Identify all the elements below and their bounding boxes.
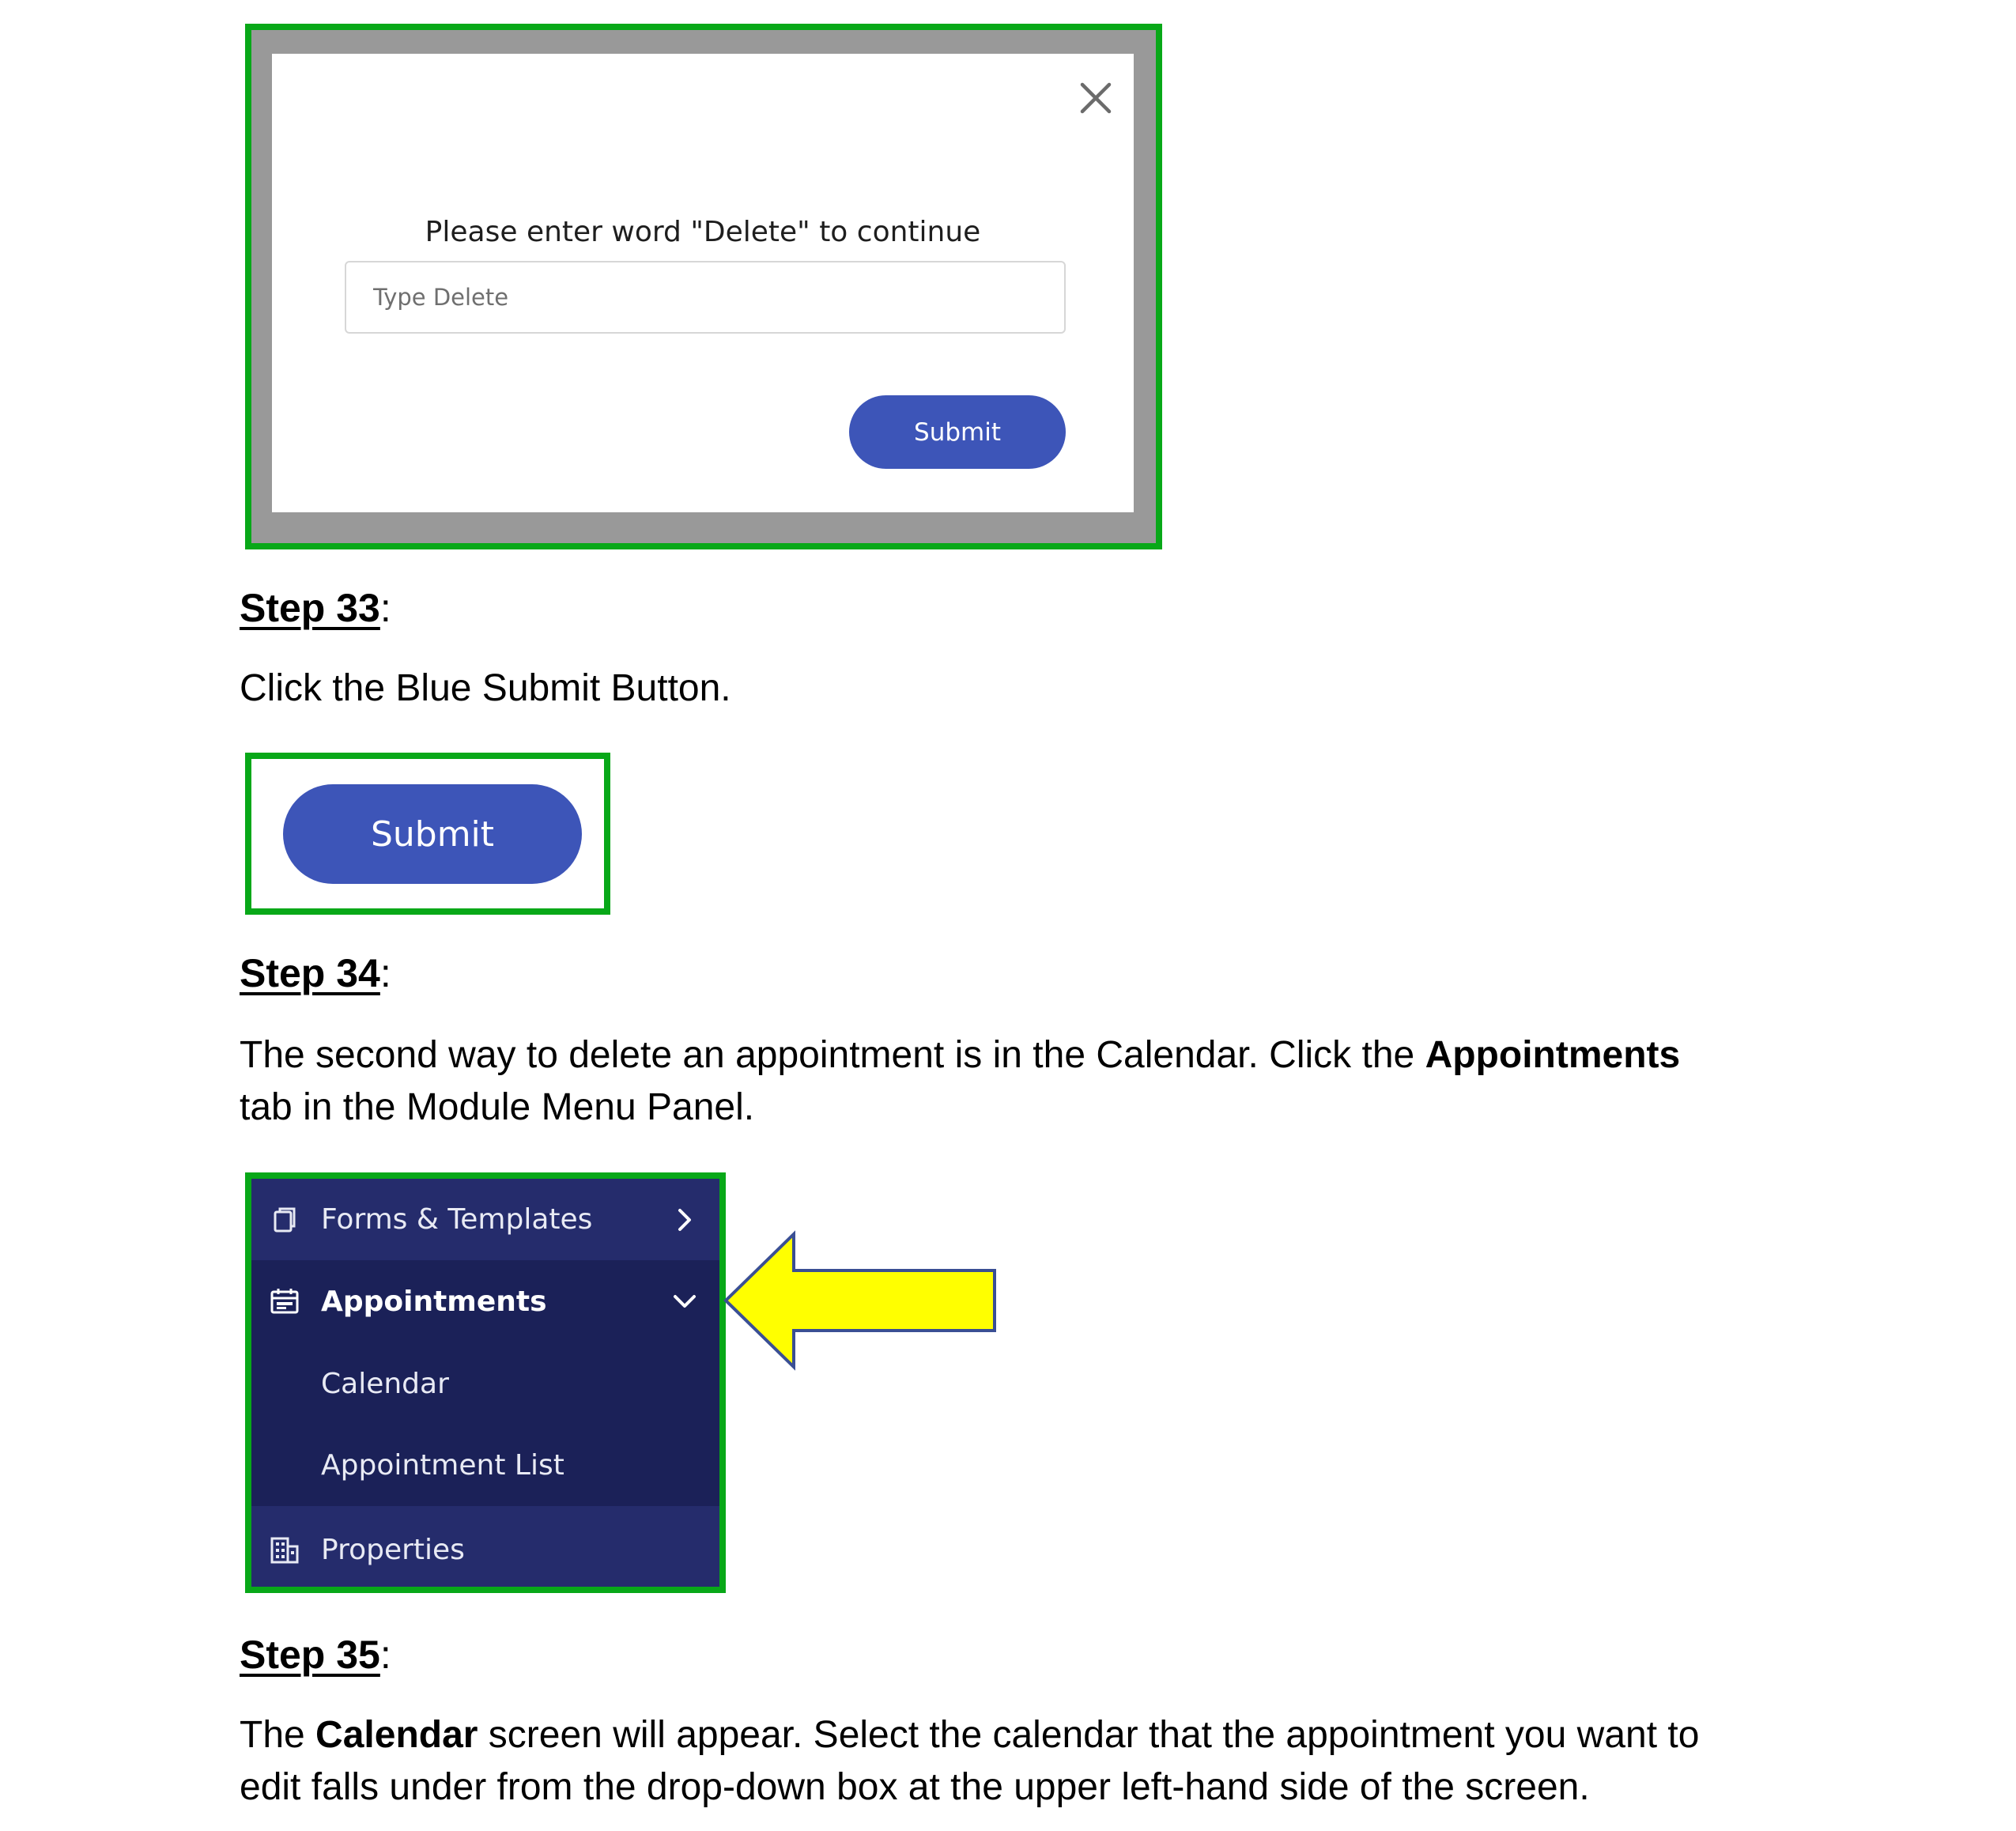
submit-button-figure (245, 753, 610, 915)
chevron-down-icon (669, 1285, 700, 1317)
step-35-text-bold: Calendar (315, 1714, 478, 1756)
step-35-text-end: screen will appear. Select the calendar that the appointment you want to (478, 1714, 1700, 1756)
step-33-text: Click the Blue Submit Button. (240, 667, 731, 709)
menu-item-label: Appointment List (321, 1449, 564, 1482)
step-34-text-bold: Appointments (1425, 1034, 1681, 1076)
step-34-heading (240, 950, 391, 996)
step-35-text (240, 1709, 1821, 1814)
dialog-screenshot-figure (245, 24, 1162, 549)
dialog-submit-button[interactable]: Submit (849, 395, 1066, 469)
menu-item-label: Appointments (321, 1285, 547, 1318)
step-34-label: Step 34 (240, 951, 380, 995)
building-icon (269, 1534, 300, 1565)
step-34-colon: : (379, 951, 391, 995)
step-35-label: Step 35 (240, 1633, 380, 1677)
menu-item-label: Forms & Templates (321, 1203, 593, 1236)
delete-confirm-dialog (272, 54, 1134, 512)
step-35-colon: : (379, 1633, 391, 1677)
menu-subitem-appointment-list[interactable] (251, 1425, 719, 1506)
yellow-arrow-icon (721, 1229, 999, 1372)
menu-item-label: Calendar (321, 1367, 449, 1400)
step-34-text-line2: tab in the Module Menu Panel. (240, 1086, 755, 1128)
dialog-message: Please enter word "Delete" to continue (425, 216, 981, 248)
step-33-label: Step 33 (240, 586, 380, 630)
step-33-heading (240, 585, 391, 631)
step-35-text-line2: edit falls under from the drop-down box at the upper left-hand side of the screen. (240, 1766, 1590, 1808)
step-34-text-start: The second way to delete an appointment is in the Calendar. Click the (240, 1034, 1425, 1076)
menu-item-label: Properties (321, 1533, 465, 1566)
menu-subitem-calendar[interactable] (251, 1342, 719, 1425)
calendar-icon (269, 1285, 300, 1317)
module-menu-figure (245, 1172, 726, 1593)
step-33-colon: : (379, 586, 391, 630)
copy-icon (269, 1204, 300, 1236)
close-icon[interactable] (1075, 77, 1116, 119)
menu-item-forms-templates[interactable] (251, 1179, 719, 1260)
menu-item-appointments[interactable] (251, 1260, 719, 1342)
delete-confirm-input[interactable] (345, 261, 1066, 334)
submit-button[interactable]: Submit (283, 784, 582, 884)
step-34-text (240, 1029, 1821, 1134)
step-35-text-start: The (240, 1714, 316, 1756)
step-35-heading (240, 1632, 391, 1678)
chevron-right-icon (669, 1204, 700, 1236)
menu-item-properties[interactable] (251, 1506, 719, 1593)
